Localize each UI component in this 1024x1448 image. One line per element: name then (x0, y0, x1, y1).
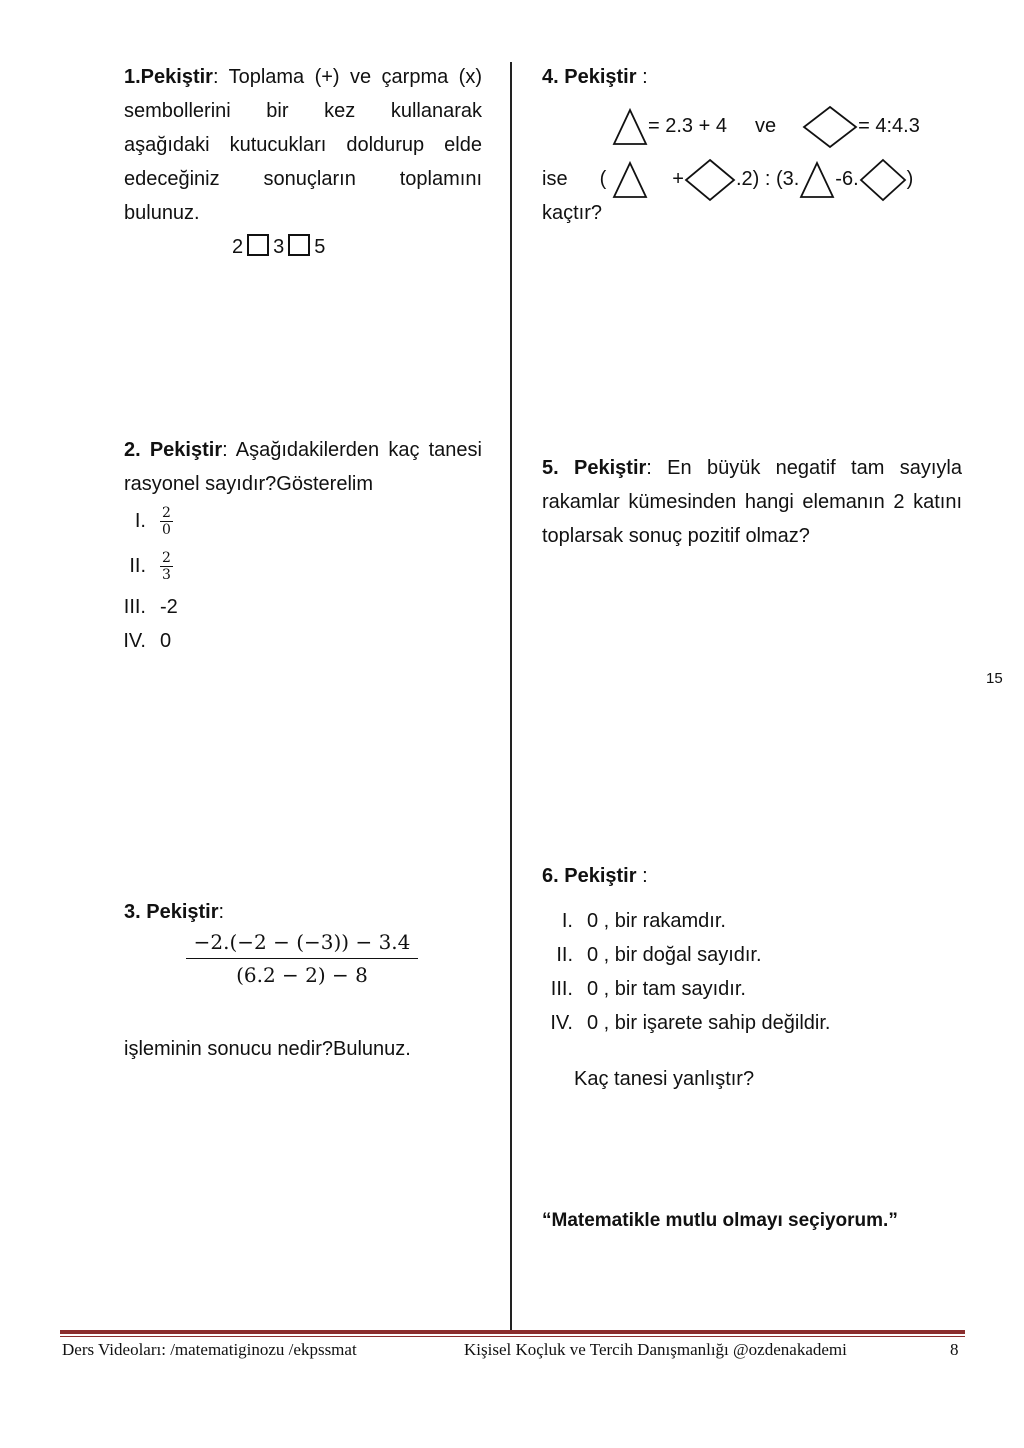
triangle-icon (612, 161, 648, 199)
question-3-label: 3. Pekiştir (124, 901, 219, 923)
triangle-equation: = 2.3 + 4 (648, 115, 727, 137)
option-value: 0 (160, 630, 172, 652)
paren-open: ( (599, 168, 607, 190)
statement-1 (527, 910, 726, 933)
empty-box-1[interactable] (247, 234, 269, 256)
statement-text: 0 , bir doğal sayıdır. (587, 944, 762, 966)
statement-3 (527, 978, 746, 1001)
footer-page-number: 8 (950, 1340, 959, 1359)
number-3: 3 (273, 236, 285, 258)
question-3 (124, 895, 482, 929)
denominator: 3 (162, 567, 171, 583)
option-1 (100, 505, 173, 538)
roman-numeral: IV. (550, 1012, 573, 1034)
footer-rule-thick (60, 1330, 965, 1334)
question-3-text: işleminin sonucu nedir?Bulunuz. (124, 1038, 411, 1060)
roman-numeral: IV. (123, 630, 146, 652)
footer-videos: Ders Videoları: /matematiginozu /ekpssmat (62, 1340, 357, 1359)
equation-denominator: (6.2 − 2) − 8 (236, 963, 368, 987)
empty-box-2[interactable] (288, 234, 310, 256)
fraction-2-over-0 (160, 505, 173, 538)
statement-text: 0 , bir rakamdır. (587, 910, 726, 932)
number-2: 2 (232, 236, 244, 258)
roman-numeral: II. (129, 554, 146, 577)
question-3-colon: : (218, 901, 225, 923)
triangle-icon (799, 161, 835, 199)
footer-rule-thin (60, 1336, 965, 1337)
question-5-label: 5. Pekiştir (542, 457, 647, 479)
question-5 (542, 451, 962, 553)
diamond-equation: = 4:4.3 (858, 115, 920, 137)
option-3 (100, 596, 178, 619)
paren-close: ) (906, 168, 914, 190)
question-3-fraction (186, 930, 418, 987)
column-divider (510, 62, 512, 1332)
diamond-icon (802, 105, 858, 149)
question-1-boxes (232, 230, 325, 264)
question-6 (542, 859, 962, 893)
expression-part-3: -6. (835, 168, 859, 190)
option-2 (100, 550, 173, 583)
question-6-colon: : (636, 865, 648, 887)
question-2-text: : Aşağıdakilerden kaç tanesi rasyonel sayıdır?Gösterelim (124, 439, 482, 495)
number-5: 5 (314, 236, 326, 258)
statement-text: 0 , bir tam sayıdır. (587, 978, 746, 1000)
footer-coaching: Kişisel Koçluk ve Tercih Danışmanlığı @ozdenakademi (464, 1340, 847, 1359)
roman-numeral: III. (550, 978, 573, 1000)
question-1-label: 1.Pekiştir (124, 66, 213, 88)
question-4-label: 4. Pekiştir (542, 66, 637, 88)
ise-word: ise (542, 168, 568, 190)
numerator: 2 (162, 550, 171, 566)
roman-numeral: II. (556, 944, 573, 966)
option-value: -2 (160, 596, 178, 618)
question-4-kactir: kaçtır? (542, 202, 603, 224)
question-2-label: 2. Pekiştir (124, 439, 223, 461)
roman-numeral: III. (123, 596, 146, 618)
statement-2 (527, 944, 762, 967)
question-4-definitions (612, 103, 920, 149)
plus-sign: + (672, 168, 684, 190)
question-4-colon: : (636, 66, 648, 88)
side-page-number: 15 (986, 670, 1003, 687)
roman-numeral: I. (561, 910, 573, 932)
triangle-icon (612, 108, 648, 146)
numerator: 2 (162, 505, 171, 521)
denominator: 0 (162, 522, 171, 538)
question-4 (542, 60, 962, 94)
question-5-text: : En büyük negatif tam sayıyla rakamlar kümesinden hangi elemanın 2 katını toplarsak sonuç pozitif olmaz? (542, 457, 962, 547)
question-6-question: Kaç tanesi yanlıştır? (574, 1068, 755, 1090)
question-1-text: : Toplama (+) ve çarpma (x) sembollerini bir kez kullanarak aşağıdaki kutucukları doldurup elde edeceğiniz sonuçların toplamını bulunuz. (124, 66, 482, 224)
roman-numeral: I. (134, 509, 146, 532)
statement-4 (527, 1012, 830, 1035)
option-4 (100, 630, 171, 653)
fraction-2-over-3 (160, 550, 173, 583)
equation-numerator: −2.(−2 − (−3)) − 3.4 (186, 930, 418, 959)
ve-word: ve (754, 115, 777, 137)
statement-text: 0 , bir işarete sahip değildir. (587, 1012, 831, 1034)
motivational-quote: “Matematikle mutlu olmayı seçiyorum.” (542, 1210, 898, 1231)
question-1 (124, 60, 482, 230)
question-6-label: 6. Pekiştir (542, 865, 637, 887)
expression-part-2: .2) : (3. (735, 168, 800, 190)
question-2 (124, 433, 482, 501)
